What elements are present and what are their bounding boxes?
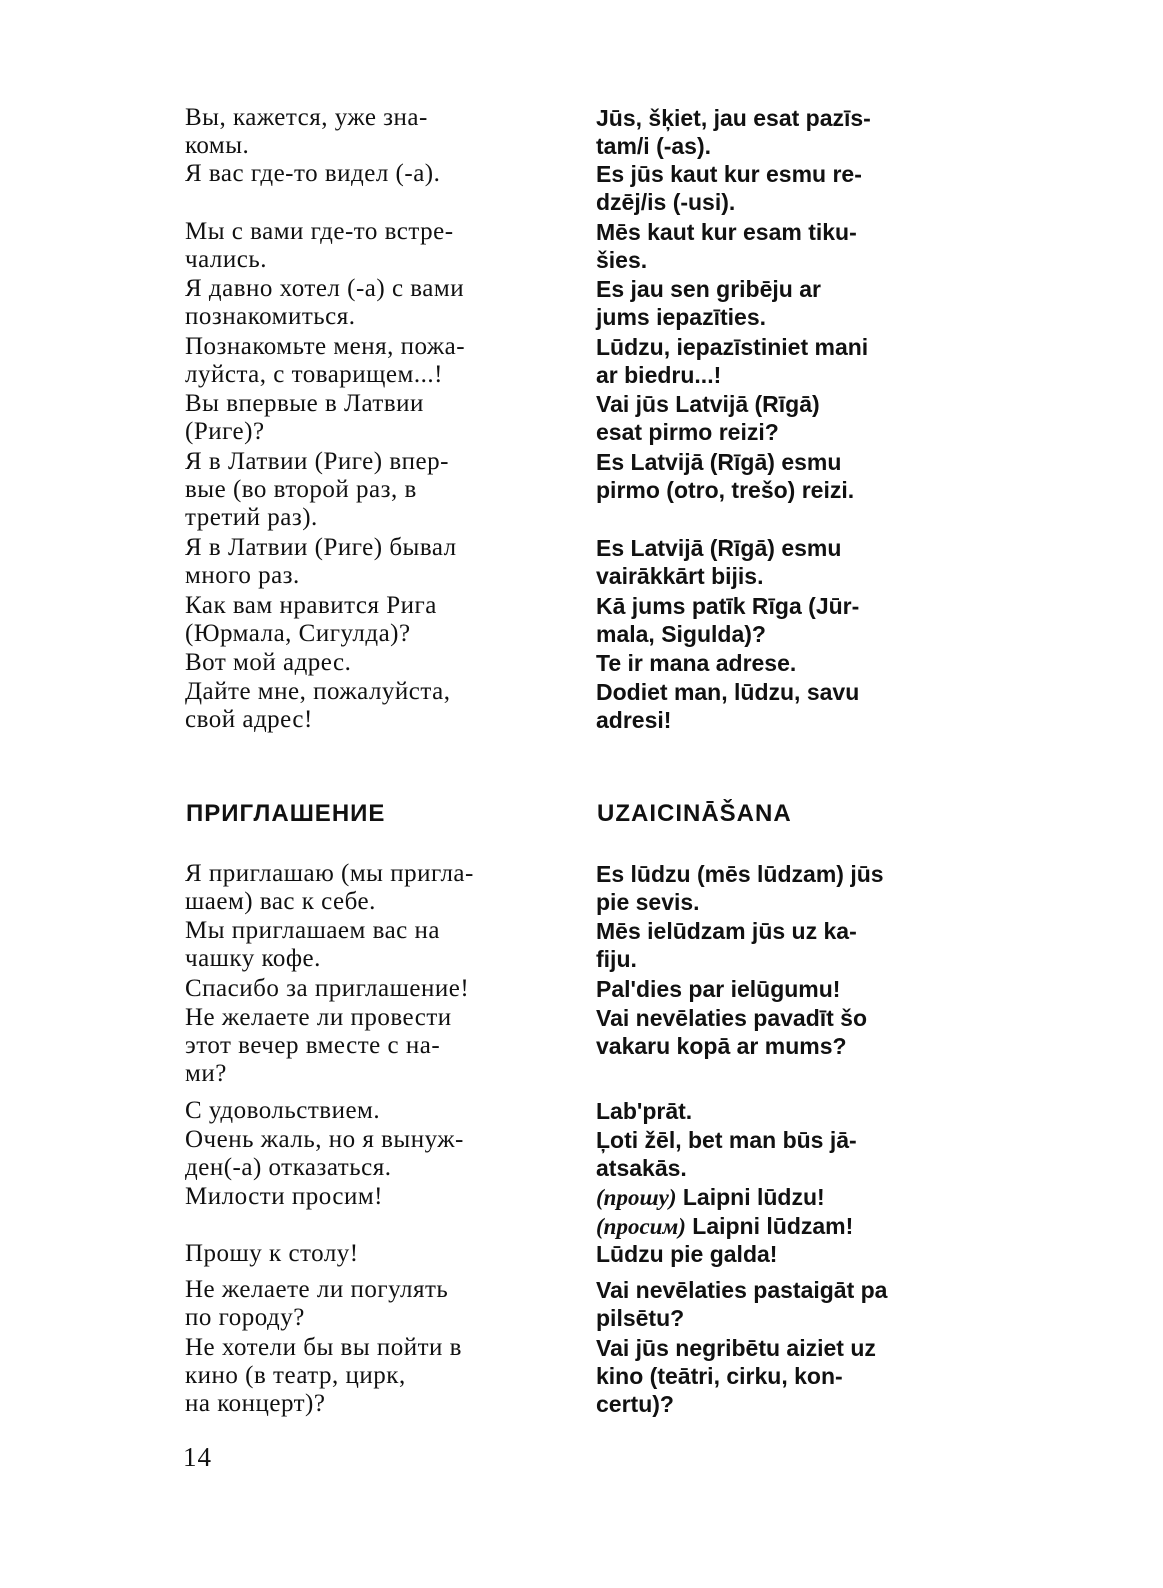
text-line: (Риге)?: [185, 418, 265, 445]
text-line: fiju.: [596, 946, 637, 972]
text-line: Mēs kaut kur esam tiku-: [596, 219, 857, 245]
phrase-lv: [596, 104, 992, 160]
phrase-lv: [596, 592, 992, 648]
text-line: по городу?: [185, 1304, 305, 1331]
phrase-ru: [185, 275, 581, 331]
phrase-lv: [596, 275, 992, 331]
phrase-ru: [185, 333, 581, 389]
text-line: луйста, с товарищем...!: [185, 361, 443, 388]
text-line: Как вам нравится Рига: [185, 592, 437, 619]
text-line: Познакомьте меня, пожа-: [185, 333, 466, 360]
text-line: шаем) вас к себе.: [185, 888, 376, 915]
phrase-lv: [596, 160, 992, 216]
text-line: комы.: [185, 132, 250, 159]
phrase-lv: [596, 1097, 992, 1125]
text-line: Lūdzu pie galda!: [596, 1241, 778, 1267]
text-line: (Юрмала, Сигулда)?: [185, 620, 411, 647]
text-line: [596, 1183, 992, 1212]
phrase-ru: [185, 917, 581, 973]
section-heading-lv: UZAICINĀŠANA: [597, 800, 792, 827]
usage-note: (прошу): [596, 1185, 677, 1210]
text-line: [596, 1212, 992, 1241]
text-line: adresi!: [596, 707, 672, 733]
text-line: Lūdzu, iepazīstiniet mani: [596, 334, 869, 360]
phrase-lv: [596, 1183, 992, 1241]
text-line: познакомиться.: [185, 303, 356, 330]
text-line: свой адрес!: [185, 706, 313, 733]
phrase-ru: [185, 860, 581, 916]
phrase-lv: [596, 1334, 992, 1418]
text-line: pirmo (otro, trešo) reizi.: [596, 477, 855, 503]
phrase-lv: [596, 448, 992, 504]
text-line: чались.: [185, 246, 267, 273]
phrase-lv: [596, 975, 992, 1003]
text-line: pilsētu?: [596, 1305, 685, 1331]
phrase-ru: [185, 104, 581, 160]
phrase-ru: [185, 678, 581, 734]
text-line: Не желаете ли погулять: [185, 1276, 449, 1303]
phrase-ru: [185, 592, 581, 648]
phrase-text: Laipni lūdzu!: [682, 1184, 825, 1210]
text-line: Я в Латвии (Риге) бывал: [185, 534, 457, 561]
text-line: Вот мой адрес.: [185, 649, 352, 676]
phrase-ru: [185, 448, 581, 532]
text-line: Вы, кажется, уже зна-: [185, 104, 428, 131]
text-line: jums iepazīties.: [596, 304, 767, 330]
text-line: Очень жаль, но я вынуж-: [185, 1126, 464, 1153]
text-line: Es Latvijā (Rīgā) esmu: [596, 535, 842, 561]
text-line: кино (в театр, цирк,: [185, 1362, 406, 1389]
text-line: Pal'dies par ielūgumu!: [596, 976, 841, 1002]
text-line: Es Latvijā (Rīgā) esmu: [596, 449, 842, 475]
text-line: Es lūdzu (mēs lūdzam) jūs: [596, 861, 884, 887]
text-line: чашку кофе.: [185, 945, 321, 972]
text-line: certu)?: [596, 1391, 674, 1417]
text-line: Милости просим!: [185, 1183, 383, 1210]
text-line: Mēs ielūdzam jūs uz ka-: [596, 918, 857, 944]
text-line: Kā jums patīk Rīga (Jūr-: [596, 593, 860, 619]
text-line: šies.: [596, 247, 648, 273]
text-line: Прошу к столу!: [185, 1240, 359, 1267]
text-line: Dodiet man, lūdzu, savu: [596, 679, 860, 705]
phrase-lv: [596, 390, 992, 446]
text-line: ar biedru...!: [596, 362, 722, 388]
phrase-lv: [596, 678, 992, 734]
text-line: Vai nevēlaties pastaigāt pa: [596, 1277, 888, 1303]
phrase-ru: [185, 649, 581, 677]
text-line: Не желаете ли провести: [185, 1004, 452, 1031]
phrase-lv: [596, 1240, 992, 1268]
text-line: Мы с вами где-то встре-: [185, 218, 454, 245]
text-line: Я вас где-то видел (-а).: [185, 160, 441, 187]
phrase-ru: [185, 975, 581, 1003]
text-line: Ļoti žēl, bet man būs jā-: [596, 1127, 857, 1153]
text-line: kino (teātri, cirku, kon-: [596, 1363, 843, 1389]
phrase-ru: [185, 1240, 581, 1268]
phrase-lv: [596, 1126, 992, 1182]
text-line: tam/i (-as).: [596, 133, 712, 159]
usage-note: (просим): [596, 1214, 686, 1239]
phrase-ru: [185, 1126, 581, 1182]
text-line: третий раз).: [185, 504, 318, 531]
phrase-ru: [185, 390, 581, 446]
text-line: pie sevis.: [596, 889, 700, 915]
text-line: Vai nevēlaties pavadīt šo: [596, 1005, 868, 1031]
text-line: этот вечер вместе с на-: [185, 1032, 441, 1059]
text-line: Спасибо за приглашение!: [185, 975, 470, 1002]
text-line: dzēj/is (-usi).: [596, 189, 736, 215]
text-line: Es jūs kaut kur esmu re-: [596, 161, 862, 187]
phrase-ru: [185, 534, 581, 590]
text-line: Я в Латвии (Риге) впер-: [185, 448, 449, 475]
text-line: Vai jūs Latvijā (Rīgā): [596, 391, 820, 417]
phrase-lv: [596, 534, 992, 590]
text-line: vakaru kopā ar mums?: [596, 1033, 847, 1059]
text-line: на концерт)?: [185, 1390, 326, 1417]
text-line: С удовольствием.: [185, 1097, 381, 1124]
text-line: Не хотели бы вы пойти в: [185, 1334, 462, 1361]
phrase-lv: [596, 860, 992, 916]
page-number: 14: [183, 1442, 212, 1472]
phrase-ru: [185, 1097, 581, 1125]
phrase-ru: [185, 1183, 581, 1211]
phrase-ru: [185, 218, 581, 274]
text-line: Я давно хотел (-а) с вами: [185, 275, 465, 302]
phrase-text: Laipni lūdzam!: [692, 1213, 854, 1239]
text-line: много раз.: [185, 562, 300, 589]
text-line: esat pirmo reizi?: [596, 419, 779, 445]
text-line: Я приглашаю (мы пригла-: [185, 860, 474, 887]
text-line: atsakās.: [596, 1155, 687, 1181]
text-line: Дайте мне, пожалуйста,: [185, 678, 451, 705]
text-line: вые (во второй раз, в: [185, 476, 417, 503]
phrase-lv: [596, 1276, 992, 1332]
phrase-ru: [185, 1004, 581, 1088]
text-line: ми?: [185, 1060, 227, 1087]
phrase-lv: [596, 218, 992, 274]
text-line: Es jau sen gribēju ar: [596, 276, 821, 302]
section-heading-ru: ПРИГЛАШЕНИЕ: [186, 800, 386, 827]
phrase-lv: [596, 917, 992, 973]
text-line: vairākkārt bijis.: [596, 563, 764, 589]
text-line: Jūs, šķiet, jau esat pazīs-: [596, 105, 871, 131]
text-line: Vai jūs negribētu aiziet uz: [596, 1335, 876, 1361]
text-line: Мы приглашаем вас на: [185, 917, 440, 944]
phrase-ru: [185, 160, 581, 188]
text-line: Lab'prāt.: [596, 1098, 693, 1124]
text-line: Te ir mana adrese.: [596, 650, 797, 676]
text-line: ден(-а) отказаться.: [185, 1154, 392, 1181]
phrase-lv: [596, 1004, 992, 1060]
text-line: mala, Sigulda)?: [596, 621, 766, 647]
text-line: Вы впервые в Латвии: [185, 390, 424, 417]
phrase-lv: [596, 649, 992, 677]
phrase-ru: [185, 1276, 581, 1332]
phrase-ru: [185, 1334, 581, 1418]
phrase-lv: [596, 333, 992, 389]
